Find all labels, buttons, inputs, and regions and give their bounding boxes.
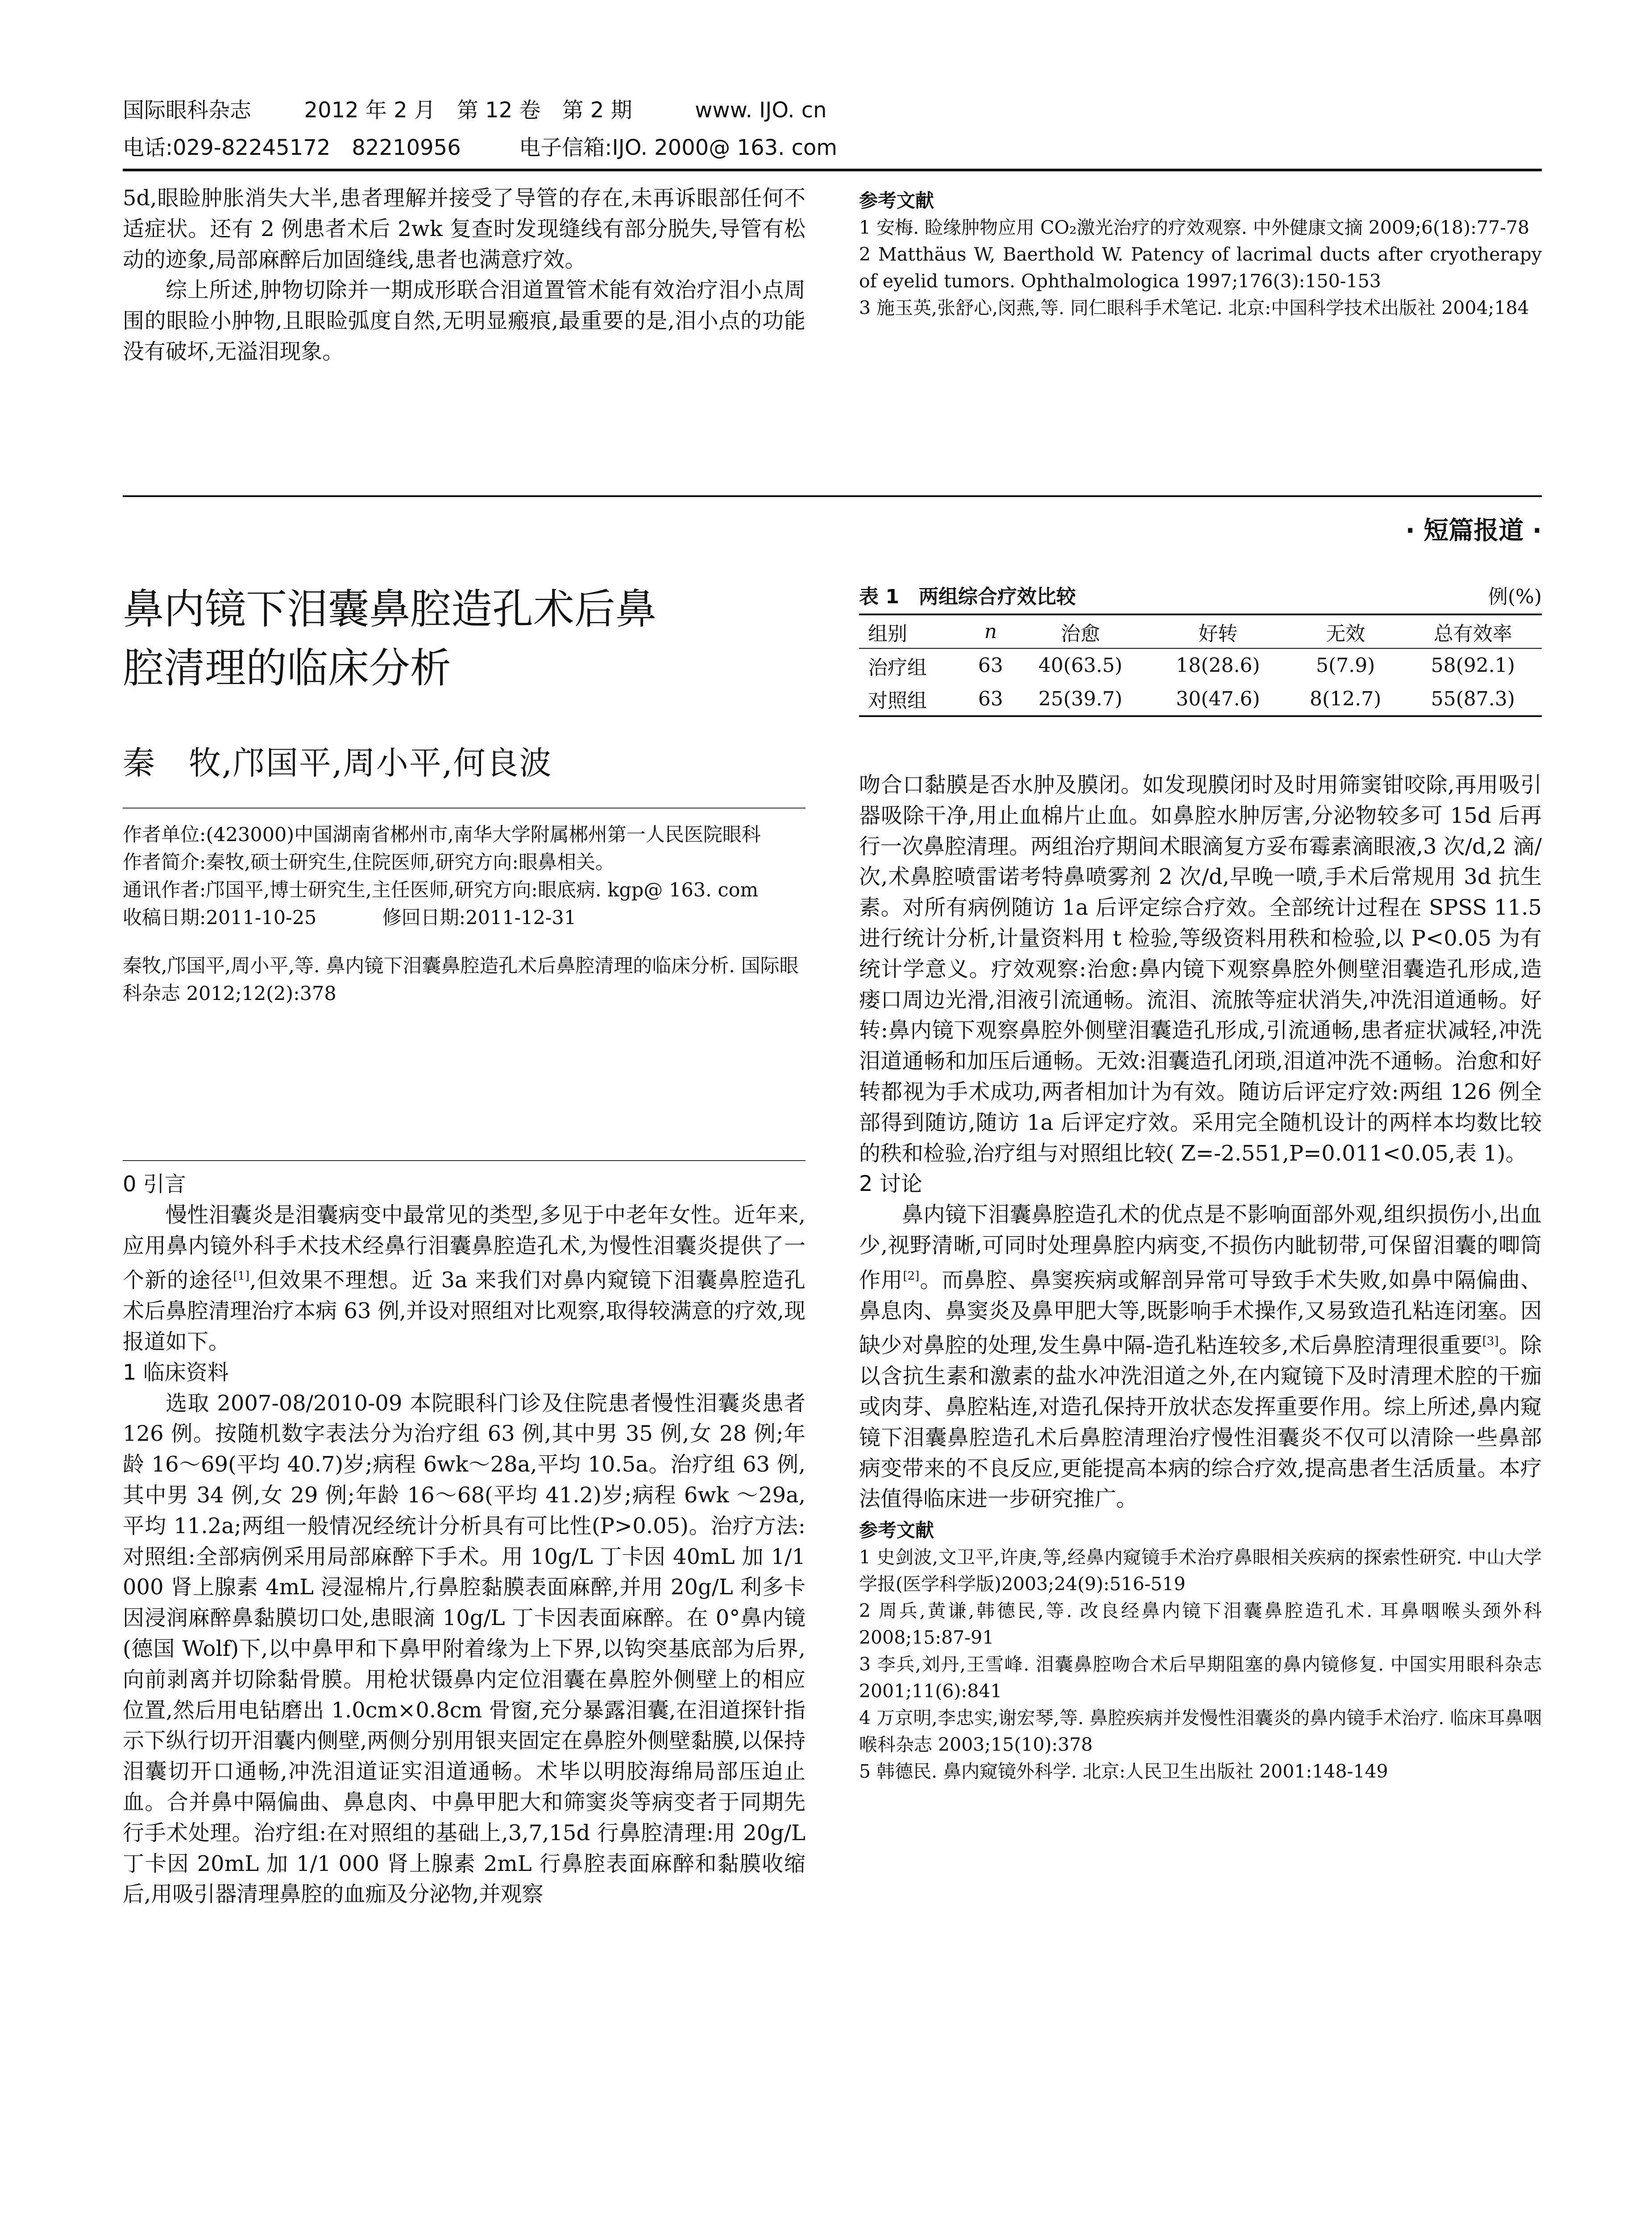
table-cell: 25(39.7) (1038, 687, 1123, 710)
header-line-2 (123, 129, 1542, 166)
article-left-column (123, 1169, 805, 1910)
table-unit: 例(%) (1488, 585, 1542, 608)
section-heading: 0 引言 (123, 1172, 186, 1197)
reference-item: 2 Matthäus W, Baerthold W. Patency of lacrimal ducts after cryotherapy of eyelid tumors. Ophthalmologica 1997;176(3):150-153 (859, 244, 1542, 292)
revised-date: 修回日期:2011-12-31 (382, 907, 577, 929)
journal-name: 国际眼科杂志 (123, 98, 252, 123)
journal-website[interactable]: www. IJO. cn (695, 98, 827, 123)
prev-references (859, 187, 1542, 321)
journal-email[interactable]: 电子信箱:IJO. 2000@ 163. com (519, 135, 838, 160)
table-header-cell: n (984, 620, 997, 643)
author-info-rule-bottom (123, 1160, 805, 1161)
section-heading: 2 讨论 (859, 1171, 922, 1197)
author-info-rule (123, 808, 805, 809)
journal-phone: 电话:029-82245172 82210956 (123, 135, 461, 160)
citation-ref[interactable]: [3] (1482, 1335, 1499, 1348)
discussion-paragraph: 鼻内镜下泪囊鼻腔造孔术的优点是不影响面部外观,组织损伤小,出血少,视野清晰,可同时处理鼻腔内病变,不损伤内眦韧带,可保留泪囊的唧筒作用[2]。而鼻腔、鼻窦疾病或解剖异常可导致手术失败,如鼻中隔偏曲、鼻息肉、鼻窦炎及鼻甲肥大等,既影响手术操作,又易致造孔粘连闭塞。因缺少对鼻腔的处理,发生鼻中隔-造孔粘连较多,术后鼻腔清理很重要[3]。除以含抗生素和激素的盐水冲洗泪道之外,在内窥镜下及时清理术腔的干痂或肉芽、鼻腔粘连,对造孔保持开放状态发挥重要作用。综上所述,鼻内窥镜下泪囊鼻腔造孔术后鼻腔清理治疗慢性泪囊炎不仅可以清除一些鼻部病变带来的不良反应,更能提高本病的综合疗效,提高患者生活质量。本疗法值得临床进一步研究推广。 (859, 1202, 1542, 1512)
author-bio: 作者简介:秦牧,硕士研究生,住院医师,研究方向:眼鼻相关。 (123, 851, 614, 874)
issue-info: 2012 年 2 月 第 12 卷 第 2 期 (304, 98, 632, 123)
reference-item: 1 史剑波,文卫平,许庚,等,经鼻内窥镜手术治疗鼻眼相关疾病的探索性研究. 中山大学学报(医学科学版)2003;24(9):516-519 (859, 1547, 1542, 1595)
table-cell: 40(63.5) (1038, 654, 1123, 677)
methods-paragraph: 选取 2007-08/2010-09 本院眼科门诊及住院患者慢性泪囊炎患者 126 例。按随机数字表法分为治疗组 63 例,其中男 35 例,女 28 例;年龄 16～69(平均 40.7)岁;病程 6wk～28a,平均 10.5a。治疗组 63 例,其中男 34 例,女 29 例;年龄 16～68(平均 41.2)岁;病程 6wk ～29a,平均 11.2a;两组一般情况经统计分析具有可比性(P>0.05)。治疗方法:对照组:全部病例采用局部麻醉下手术。用 10g/L 丁卡因 40mL 加 1/1 000 肾上腺素 4mL 浸湿棉片,行鼻腔黏膜表面麻醉,并用 20g/L 利多卡因浸润麻醉鼻黏膜切口处,患眼滴 10g/L 丁卡因表面麻醉。在 0°鼻内镜(德国 Wolf)下,以中鼻甲和下鼻甲附着缘为上下界,以钩突基底部为后界,向前剥离并切除黏骨膜。用枪状镊鼻内定位泪囊在鼻腔外侧壁上的相应位置,然后用电钻磨出 1.0cm×0.8cm 骨窗,充分暴露泪囊,在泪道探针指示下纵行切开泪囊内侧壁,两侧分别用银夹固定在鼻腔外侧壁黏膜,以保持泪囊切开口通畅,冲洗泪道证实泪道通畅。术毕以明胶海绵局部压迫止血。合并鼻中隔偏曲、鼻息肉、中鼻甲肥大和筛窦炎等病变者于同期先行手术处理。治疗组:在对照组的基础上,3,7,15d 行鼻腔清理:用 20g/L 丁卡因 20mL 加 1/1 000 肾上腺素 2mL 行鼻腔表面麻醉和黏膜收缩后,用吸引器清理鼻腔的血痂及分泌物,并观察 (123, 1390, 805, 1907)
title-line: 鼻内镜下泪囊鼻腔造孔术后鼻 (123, 585, 657, 633)
efficacy-table (859, 614, 1542, 717)
reference-item: 3 施玉英,张舒心,闵燕,等. 同仁眼科手术笔记. 北京:中国科学技术出版社 2004;184 (859, 297, 1529, 319)
table-header-cell: 好转 (1198, 622, 1238, 645)
prev-article-text (123, 183, 805, 367)
table-cell: 63 (978, 654, 1003, 677)
article-right-column (859, 770, 1542, 1785)
article-divider (123, 495, 1542, 497)
table-header-cell: 治愈 (1061, 622, 1100, 645)
citation-ref[interactable]: [1] (233, 1269, 250, 1283)
references-list (859, 1544, 1542, 1785)
title-line: 腔清理的临床分析 (123, 644, 452, 692)
table-caption: 表 1 两组综合疗效比较 (859, 585, 1076, 608)
header-rule (123, 169, 1542, 171)
prev-paragraph: 综上所述,肿物切除并一期成形联合泪道置管术能有效治疗泪小点周围的眼睑小肿物,且眼睑弧度自然,无明显瘢痕,最重要的是,泪小点的功能没有破坏,无溢泪现象。 (123, 278, 805, 364)
table-header-cell: 无效 (1326, 622, 1366, 645)
table-cell: 55(87.3) (1431, 687, 1515, 710)
reference-item: 2 周兵,黄谦,韩德民,等. 改良经鼻内镜下泪囊鼻腔造孔术. 耳鼻咽喉头颈外科 2008;15:87-91 (859, 1600, 1542, 1649)
methods-continued: 吻合口黏膜是否水肿及膜闭。如发现膜闭时及时用筛窦钳咬除,再用吸引器吸除干净,用止血棉片止血。如鼻腔水肿厉害,分泌物较多可 15d 后再行一次鼻腔清理。两组治疗期间术眼滴复方妥布霉素滴眼液,3 次/d,2 滴/次,术鼻腔喷雷诺考特鼻喷雾剂 2 次/d,早晚一喷,手术后常规用 3d 抗生素。对所有病例随访 1a 后评定综合疗效。全部统计过程在 SPSS 11.5 进行统计分析,计量资料用 t 检验,等级资料用秩和检验,以 P<0.05 为有统计学意义。疗效观察:治愈:鼻内镜下观察鼻腔外侧壁泪囊造孔形成,造瘘口周边光滑,泪液引流通畅。流泪、流脓等症状消失,冲洗泪道通畅。好转:鼻内镜下观察鼻腔外侧壁泪囊造孔形成,引流通畅,患者症状减轻,冲洗泪道通畅和加压后通畅。无效:泪囊造孔闭琐,泪道冲洗不通畅。治愈和好转都视为手术成功,两者相加计为有效。随访后评定疗效:两组 126 例全部得到随访,随访 1a 后评定疗效。采用完全随机设计的两样本均数比较的秩和检验,治疗组与对照组比较( Z=-2.551,P=0.011<0.05,表 1)。 (859, 772, 1542, 1166)
table-caption-row (859, 582, 1542, 612)
table-row (859, 682, 1542, 716)
references-title: 参考文献 (859, 1519, 934, 1542)
prev-references-title: 参考文献 (859, 190, 934, 211)
section-heading: 1 临床资料 (123, 1360, 229, 1385)
citation-ref[interactable]: [2] (903, 1269, 920, 1283)
received-date: 收稿日期:2011-10-25 (123, 907, 317, 929)
reference-item: 5 韩德民. 鼻内窥镜外科学. 北京:人民卫生出版社 2001:148-149 (859, 1761, 1388, 1783)
table-row (859, 648, 1542, 682)
table-cell: 对照组 (868, 689, 927, 712)
table-header-cell: 总有效率 (1433, 622, 1512, 645)
table-cell: 治疗组 (868, 656, 927, 679)
reference-item: 1 安梅. 睑缘肿物应用 CO₂激光治疗的疗效观察. 中外健康文摘 2009;6(18):77-78 (859, 217, 1530, 238)
table-cell: 8(12.7) (1309, 687, 1382, 710)
table-cell: 58(92.1) (1431, 654, 1515, 677)
author-info (123, 821, 805, 1008)
article-authors: 秦 牧,邝国平,周小平,何良波 (123, 744, 552, 782)
table-header-cell: 组别 (868, 622, 907, 645)
table-cell: 63 (978, 687, 1003, 710)
affiliation: 作者单位:(423000)中国湖南省郴州市,南华大学附属郴州第一人民医院眼科 (123, 824, 761, 846)
citation: 秦牧,邝国平,周小平,等. 鼻内镜下泪囊鼻腔造孔术后鼻腔清理的临床分析. 国际眼科杂志 2012;12(2):378 (123, 955, 799, 1005)
intro-paragraph: 慢性泪囊炎是泪囊病变中最常见的类型,多见于中老年女性。近年来,应用鼻内镜外科手术技术经鼻行泪囊鼻腔造孔术,为慢性泪囊炎提供了一个新的途径[1],但效果不理想。近 3a 来我们对鼻内窥镜下泪囊鼻腔造孔术后鼻腔清理治疗本病 63 例,并设对照组对比观察,取得较满意的疗效,现报道如下。 (123, 1202, 805, 1354)
table-cell: 18(28.6) (1176, 654, 1260, 677)
table-cell: 30(47.6) (1176, 687, 1260, 710)
column-tag: · 短篇报道 · (1405, 516, 1542, 545)
article-title (123, 580, 837, 698)
header-line-1 (123, 91, 1542, 129)
running-header (123, 91, 1542, 166)
prev-paragraph: 5d,眼睑肿胀消失大半,患者理解并接受了导管的存在,未再诉眼部任何不适症状。还有 2 例患者术后 2wk 复查时发现缝线有部分脱失,导管有松动的迹象,局部麻醉后加固缝线,患者也满意疗效。 (123, 186, 805, 272)
reference-item: 4 万京明,李忠实,谢宏琴,等. 鼻腔疾病并发慢性泪囊炎的鼻内镜手术治疗. 临床耳鼻咽喉科杂志 2003;15(10):378 (859, 1707, 1542, 1756)
corresponding-author: 通讯作者:邝国平,博士研究生,主任医师,研究方向:眼底病. kgp@ 163. com (123, 879, 759, 901)
dates (123, 904, 805, 932)
table-cell: 5(7.9) (1316, 654, 1375, 677)
reference-item: 3 李兵,刘丹,王雪峰. 泪囊鼻腔吻合术后早期阻塞的鼻内镜修复. 中国实用眼科杂志 2001;11(6):841 (859, 1654, 1542, 1702)
table-1 (859, 582, 1542, 717)
